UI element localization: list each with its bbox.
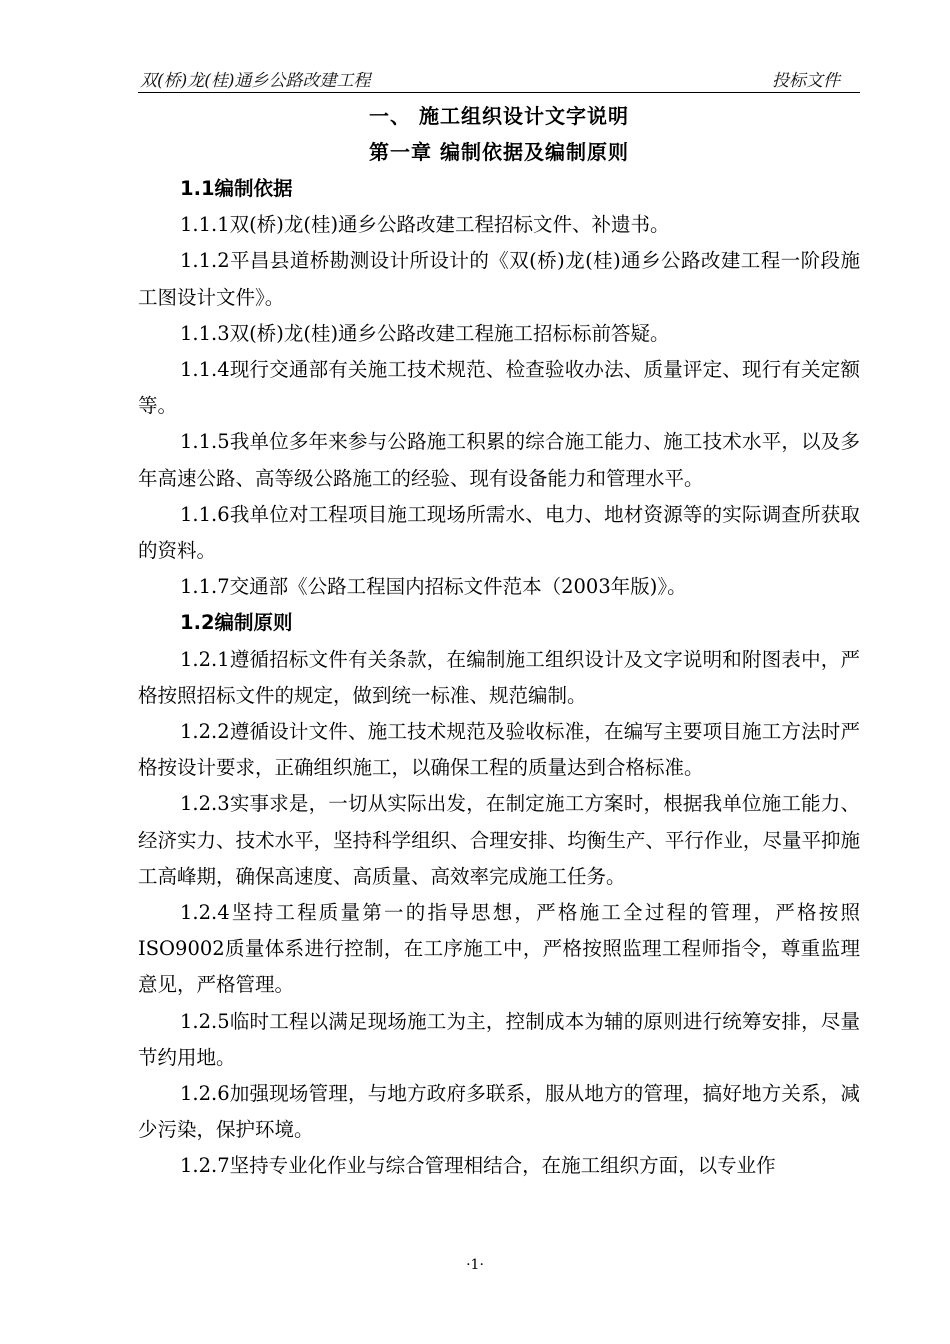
section-title: 一、 施工组织设计文字说明: [369, 104, 629, 128]
paragraph-1-2-4: 1.2.4坚持工程质量第一的指导思想，严格施工全过程的管理，严格按照ISO9002质量体系进行控制，在工序施工中，严格按照监理工程师指令，尊重监理意见，严格管理。: [138, 901, 860, 997]
header-doc-type: 投标文件: [772, 71, 840, 91]
paragraph-1-1-7: 1.1.7交通部《公路工程国内招标文件范本（2003年版)》。: [180, 575, 687, 599]
paragraph-1-2-6: 1.2.6加强现场管理，与地方政府多联系，服从地方的管理，搞好地方关系，减少污染，保护环境。: [138, 1082, 860, 1142]
document-body: [138, 171, 860, 1185]
paragraph-1-1-6: 1.1.6我单位对工程项目施工现场所需水、电力、地材资源等的实际调查所获取的资料。: [138, 502, 860, 563]
paragraph-1-1-1: 1.1.1双(桥)龙(桂)通乡公路改建工程招标文件、补遗书。: [180, 213, 670, 237]
heading-1-2: 1.2编制原则: [180, 611, 293, 635]
chapter-title: 第一章 编制依据及编制原则: [369, 140, 629, 164]
page-number: ·1·: [466, 1257, 484, 1273]
paragraph-1-2-7: 1.2.7坚持专业化作业与综合管理相结合，在施工组织方面，以专业作: [180, 1154, 776, 1178]
header-project-name: 双(桥)龙(桂)通乡公路改建工程: [140, 71, 371, 91]
paragraph-1-1-4: 1.1.4现行交通部有关施工技术规范、检查验收办法、质量评定、现行有关定额等。: [138, 358, 860, 418]
header-divider: [138, 92, 860, 93]
paragraph-1-2-3: 1.2.3实事求是，一切从实际出发，在制定施工方案时，根据我单位施工能力、经济实力、技术水平，坚持科学组织、合理安排、均衡生产、平行作业，尽量平抑施工高峰期，确保高速度、高质量、高效率完成施工任务。: [138, 792, 860, 888]
paragraph-1-1-5: 1.1.5我单位多年来参与公路施工积累的综合施工能力、施工技术水平，以及多年高速公路、高等级公路施工的经验、现有设备能力和管理水平。: [138, 430, 860, 490]
paragraph-1-1-2: 1.1.2平昌县道桥勘测设计所设计的《双(桥)龙(桂)通乡公路改建工程一阶段施工图设计文件》。: [138, 249, 860, 309]
paragraph-1-2-5: 1.2.5临时工程以满足现场施工为主，控制成本为辅的原则进行统筹安排，尽量节约用地。: [138, 1009, 860, 1069]
paragraph-1-1-3: 1.1.3双(桥)龙(桂)通乡公路改建工程施工招标标前答疑。: [180, 321, 670, 345]
paragraph-1-2-2: 1.2.2遵循设计文件、施工技术规范及验收标准，在编写主要项目施工方法时严格按设计要求，正确组织施工，以确保工程的质量达到合格标准。: [138, 720, 860, 780]
paragraph-1-2-1: 1.2.1遵循招标文件有关条款，在编制施工组织设计及文字说明和附图表中，严格按照招标文件的规定，做到统一标准、规范编制。: [138, 647, 860, 707]
heading-1-1: 1.1编制依据: [180, 177, 293, 200]
